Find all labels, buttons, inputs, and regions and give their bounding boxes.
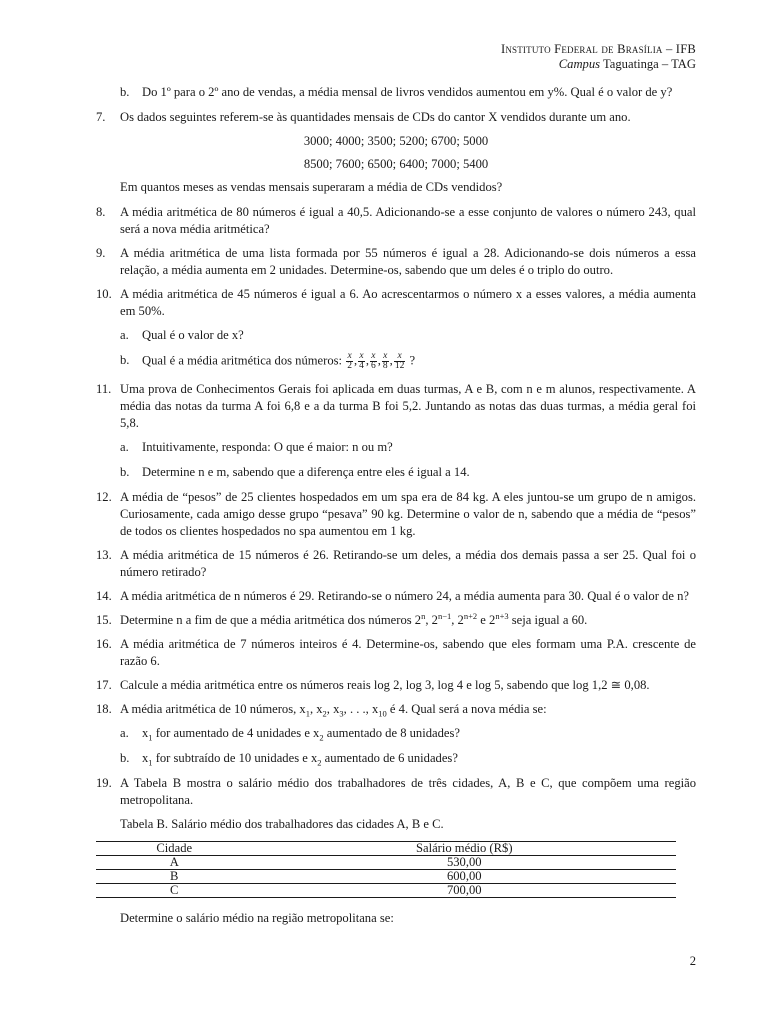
column-header-salario: Salário médio (R$)	[415, 841, 513, 855]
question-13: 13. A média aritmética de 15 números é 26. Retirando-se um deles, a média dos demais passa a ser 25. Qual foi o número retirado?	[96, 548, 696, 579]
table-cell: B	[170, 869, 179, 883]
question-10a: a. Qual é o valor de x?	[120, 328, 244, 342]
question-8: 8. A média aritmética de 80 números é igual a 40,5. Adicionando-se a esse conjunto de valores o número 243, qual será a nova média aritmética?	[96, 205, 696, 236]
question-11: 11. Uma prova de Conhecimentos Gerais foi aplicada em duas turmas, A e B, com n e m alunos, respectivamente. A média das notas da turma A foi 6,8 e a da turma B foi 5,2. Juntando as notas das duas turmas, a média geral foi 5,8.	[96, 382, 696, 430]
question-14: 14. A média aritmética de n números é 29. Retirando-se o número 24, a média aumenta para 30. Qual é o valor de n?	[96, 589, 689, 603]
institution-name: Instituto Federal de Brasília – IFB	[500, 42, 696, 56]
question-18a: a. $x_1$ for aumentado de 4 unidades e $x_2$ aumentado de 8 unidades?	[120, 726, 460, 743]
table-caption: Tabela B. Salário médio dos trabalhadores das cidades A, B e C.	[120, 817, 444, 831]
q19-after-text: Determine o salário médio na região metropolitana se:	[120, 911, 394, 925]
table-cell: A	[169, 855, 179, 869]
question-17: 17. Calcule a média aritmética entre os números reais log 2, log 3, log 4 e log 5, sabendo que log 1,2 ≅ 0,08.	[96, 678, 650, 692]
question-15: 15. Determine n a fim de que a média aritmética dos números 2$^n$, $2^{n-1}$, $2^{n+2}$ e $2^{n+3}$ seja igual a 60.	[96, 610, 588, 627]
fraction: $\frac{x}{12}$	[394, 351, 405, 371]
page-header	[501, 42, 696, 72]
table-header-row	[96, 842, 676, 856]
page-number: 2	[689, 954, 696, 968]
question-11a: a. Intuitivamente, responda: O que é maior: n ou m?	[120, 440, 393, 454]
q7-data-row-1: 3000; 4000; 3500; 5200; 6700; 5000	[303, 134, 489, 148]
question-6b: b. Do 1º para o 2º ano de vendas, a média mensal de livros vendidos aumentou em y%. Qual é o valor de y?	[120, 85, 673, 99]
table-row	[96, 856, 676, 870]
table-row	[96, 884, 676, 898]
q7-question: Em quantos meses as vendas mensais superaram a média de CDs vendidos?	[120, 180, 503, 194]
question-18: 18. A média aritmética de 10 números, $x_1$, $x_2$, $x_3$, . . ., $x_{10}$ é 4. Qual será a nova média se:	[96, 702, 547, 719]
question-10b: b. Qual é a média aritmética dos números: $\frac{x}{2}$ , $\frac{x}{4}$ , $\frac{x}{6}$ , $\frac{x}{8}$ , $\frac{x}{12}$ ?	[120, 351, 416, 371]
question-10: 10. A média aritmética de 45 números é igual a 6. Ao acrescentarmos o número x a esses valores, a média aumenta em 50%.	[96, 287, 696, 318]
question-11b: b. Determine n e m, sabendo que a diferença entre eles é igual a 14.	[120, 465, 470, 479]
q7-data-row-2: 8500; 7600; 6500; 6400; 7000; 5400	[303, 157, 489, 171]
column-header-cidade: Cidade	[156, 841, 193, 855]
campus-name: Campus Taguatinga – TAG	[558, 57, 696, 71]
exercise-list	[96, 84, 696, 935]
table-cell: C	[170, 883, 179, 897]
question-12: 12. A média de “pesos” de 25 clientes hospedados em um spa era de 84 kg. A eles juntou-se um grupo de n amigos. Curiosamente, cada amigo desse grupo “pesava” 90 kg. Determine o valor de n, sabendo que a média de “pesos” de todos os clientes hospedados no spa aumentou em 1 kg.	[96, 490, 696, 538]
salary-table	[96, 841, 676, 898]
table-cell: 600,00	[446, 869, 482, 883]
fraction: $\frac{x}{8}$	[382, 351, 388, 371]
question-9: 9. A média aritmética de uma lista formada por 55 números é igual a 28. Adicionando-se dois números a essa relação, a média aumenta em 2 unidades. Determine-os, sabendo que um deles é o triplo do outro.	[96, 246, 696, 277]
fraction: $\frac{x}{6}$	[371, 351, 376, 371]
question-18b: b. $x_1$ for subtraído de 10 unidades e $x_2$ aumentado de 6 unidades?	[120, 751, 458, 768]
table-cell: 530,00	[446, 855, 482, 869]
question-7: 7. Os dados seguintes referem-se às quantidades mensais de CDs do cantor X vendidos durante um ano.	[96, 110, 631, 124]
table-row	[96, 870, 676, 884]
fraction: $\frac{x}{2}$	[347, 351, 352, 371]
question-16: 16. A média aritmética de 7 números inteiros é 4. Determine-os, sabendo que eles formam uma P.A. crescente de razão 6.	[96, 637, 696, 668]
table-cell: 700,00	[446, 883, 482, 897]
fraction: $\frac{x}{4}$	[359, 351, 364, 371]
question-19: 19. A Tabela B mostra o salário médio dos trabalhadores de três cidades, A, B e C, que compõem uma região metropolitana.	[96, 776, 696, 807]
